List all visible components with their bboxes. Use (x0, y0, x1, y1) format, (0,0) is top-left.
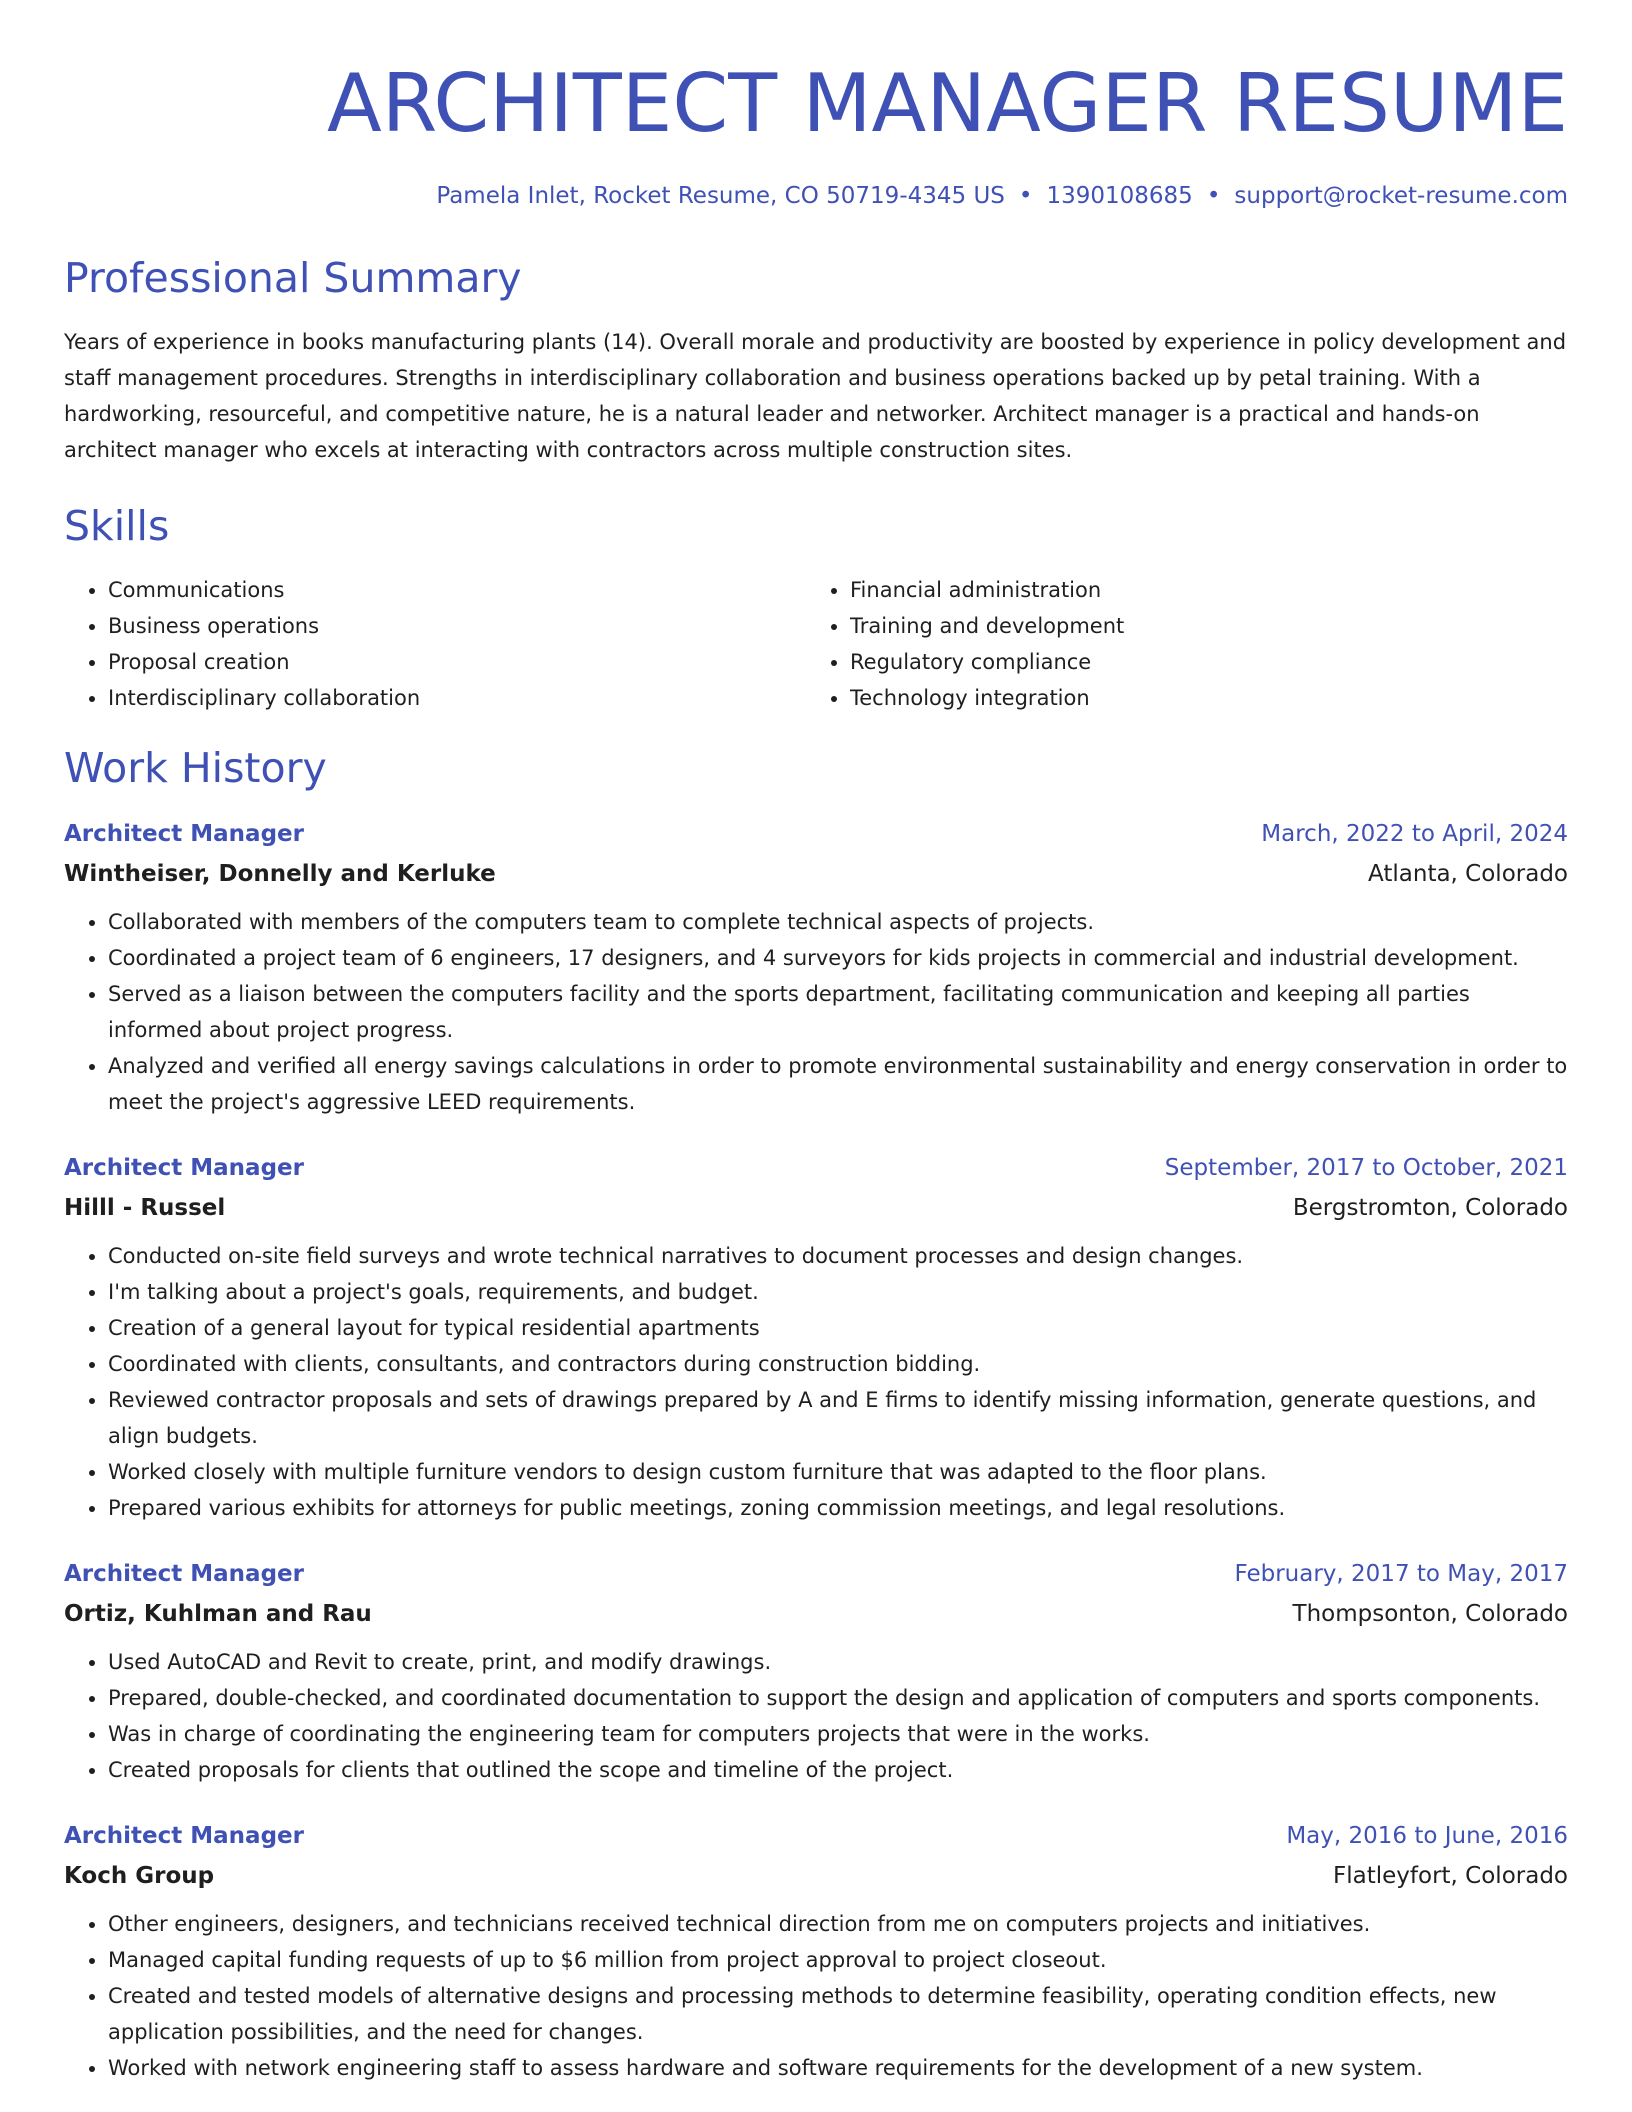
skills-column-left (64, 572, 806, 716)
contact-phone[interactable]: 1390108685 (1046, 183, 1193, 209)
contact-address: Pamela Inlet, Rocket Resume, CO 50719-4345 US (436, 183, 1005, 209)
job-company-row (64, 854, 1568, 894)
job-company: Ortiz, Kuhlman and Rau (64, 1601, 372, 1627)
job-location: Thompsonton, Colorado (1292, 1601, 1568, 1627)
job-bullets (64, 1238, 1568, 1526)
job-company: Koch Group (64, 1863, 215, 1889)
contact-email[interactable]: support@rocket-resume.com (1234, 183, 1568, 209)
job-header-row (64, 1148, 1568, 1188)
job-bullet: • Analyzed and verified all energy savings calculations in order to promote environmental sustainability and energy conservation in order to meet the project's aggressive LEED requirements. (108, 1048, 1568, 1120)
job-bullet: • Conducted on-site field surveys and wrote technical narratives to document processes and design changes. (108, 1238, 1568, 1274)
skill-item: • Financial administration (850, 572, 1548, 608)
skills-column-right (806, 572, 1548, 716)
skill-item: • Training and development (850, 608, 1548, 644)
job-location: Bergstromton, Colorado (1292, 1195, 1568, 1221)
skills-heading: Skills (64, 502, 170, 550)
job-company-row (64, 1188, 1568, 1228)
job-header-row (64, 814, 1568, 854)
job-location: Flatleyfort, Colorado (1333, 1863, 1568, 1889)
job-bullet: • Worked closely with multiple furniture vendors to design custom furniture that was adapted to the floor plans. (108, 1454, 1568, 1490)
job-company: Wintheiser, Donnelly and Kerluke (64, 861, 496, 887)
job-bullets (64, 1644, 1568, 1788)
skill-item: • Proposal creation (108, 644, 806, 680)
job-bullet: • Reviewed contractor proposals and sets of drawings prepared by A and E firms to identify missing information, generate questions, and align budgets. (108, 1382, 1568, 1454)
job-bullet: • Other engineers, designers, and technicians received technical direction from me on computers projects and initiatives. (108, 1906, 1568, 1942)
job-bullet: • Created and tested models of alternative designs and processing methods to determine feasibility, operating condition effects, new application possibilities, and the need for changes. (108, 1978, 1568, 2050)
job-entry (64, 1148, 1568, 1526)
work-history-heading: Work History (64, 744, 327, 792)
job-company-row (64, 1594, 1568, 1634)
job-bullet: • Used AutoCAD and Revit to create, print, and modify drawings. (108, 1644, 1568, 1680)
contact-line (64, 180, 1568, 212)
contact-separator: • (1206, 183, 1221, 209)
job-dates: September, 2017 to October, 2021 (1164, 1155, 1568, 1181)
job-location: Atlanta, Colorado (1368, 861, 1568, 887)
job-bullet: • Collaborated with members of the computers team to complete technical aspects of projects. (108, 904, 1568, 940)
job-dates: February, 2017 to May, 2017 (1234, 1561, 1568, 1587)
job-bullets (64, 904, 1568, 1120)
job-bullet: • Creation of a general layout for typical residential apartments (108, 1310, 1568, 1346)
job-bullet: • Prepared, double-checked, and coordinated documentation to support the design and application of computers and sports components. (108, 1680, 1568, 1716)
job-bullets (64, 1906, 1568, 2086)
summary-heading: Professional Summary (64, 254, 522, 302)
job-bullet: • Was in charge of coordinating the engineering team for computers projects that were in the works. (108, 1716, 1568, 1752)
summary-text: Years of experience in books manufacturing plants (14). Overall morale and productivity are boosted by experience in policy development and staff management procedures. Strengths in interdisciplinary collaboration and business operations backed up by petal training. With a hardworking, resourceful, and competitive nature, he is a natural leader and networker. Architect manager is a practical and hands-on architect manager who excels at interacting with contractors across multiple construction sites. (64, 330, 1567, 462)
job-entry (64, 1554, 1568, 1788)
skill-item: • Business operations (108, 608, 806, 644)
job-bullet: • Served as a liaison between the computers facility and the sports department, facilitating communication and keeping all parties informed about project progress. (108, 976, 1568, 1048)
job-title: Architect Manager (64, 1561, 304, 1587)
job-entry (64, 1816, 1568, 2086)
job-header-row (64, 1554, 1568, 1594)
job-bullet: • Coordinated a project team of 6 engineers, 17 designers, and 4 surveyors for kids projects in commercial and industrial development. (108, 940, 1568, 976)
job-bullet: • Coordinated with clients, consultants, and contractors during construction bidding. (108, 1346, 1568, 1382)
resume-header (64, 0, 1568, 212)
job-company: Hilll - Russel (64, 1195, 226, 1221)
job-bullet: • I'm talking about a project's goals, requirements, and budget. (108, 1274, 1568, 1310)
skills-list (64, 572, 1568, 716)
job-dates: May, 2016 to June, 2016 (1286, 1823, 1568, 1849)
job-dates: March, 2022 to April, 2024 (1261, 821, 1568, 847)
skill-item: • Technology integration (850, 680, 1548, 716)
resume-title: ARCHITECT MANAGER RESUME (326, 57, 1568, 150)
job-bullet: • Worked with network engineering staff to assess hardware and software requirements for the development of a new system. (108, 2050, 1568, 2086)
job-title: Architect Manager (64, 1155, 304, 1181)
job-entry (64, 814, 1568, 1120)
job-bullet: • Prepared various exhibits for attorneys for public meetings, zoning commission meetings, and legal resolutions. (108, 1490, 1568, 1526)
job-title: Architect Manager (64, 1823, 304, 1849)
job-company-row (64, 1856, 1568, 1896)
job-title: Architect Manager (64, 821, 304, 847)
job-bullet: • Created proposals for clients that outlined the scope and timeline of the project. (108, 1752, 1568, 1788)
skill-item: • Communications (108, 572, 806, 608)
contact-separator: • (1018, 183, 1033, 209)
job-bullet: • Managed capital funding requests of up to $6 million from project approval to project closeout. (108, 1942, 1568, 1978)
skill-item: • Regulatory compliance (850, 644, 1548, 680)
job-header-row (64, 1816, 1568, 1856)
skill-item: • Interdisciplinary collaboration (108, 680, 806, 716)
